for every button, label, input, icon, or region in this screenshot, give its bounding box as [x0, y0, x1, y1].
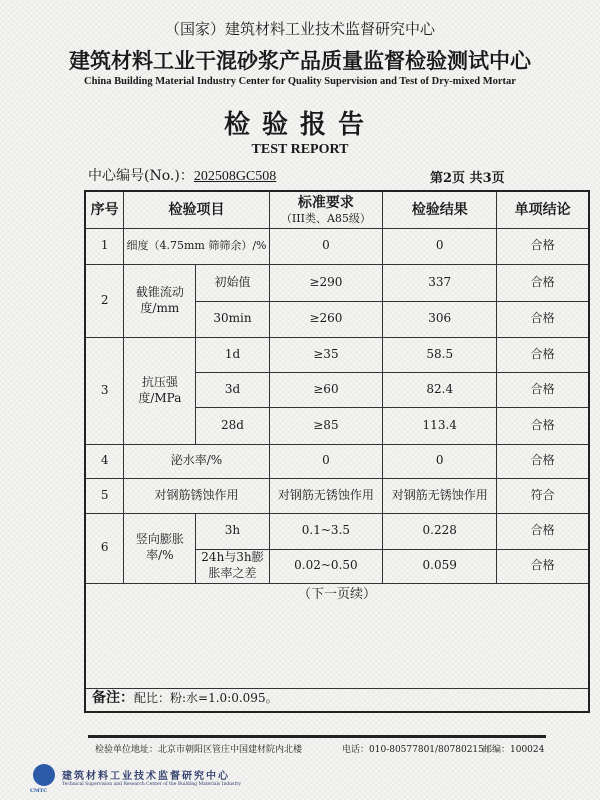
table-row — [85, 444, 589, 478]
center-name-en: China Building Material Industry Center for Quality Supervision and Test of Dry-mixed Mortar — [84, 76, 516, 87]
item: 抗压强度/MPa — [124, 337, 196, 444]
result: 113.4 — [383, 407, 497, 444]
remark-row — [85, 688, 589, 712]
sub-item: 1d — [196, 337, 269, 372]
result: 82.4 — [383, 372, 497, 407]
std: 0 — [269, 444, 383, 478]
report-title: 检验报告 — [223, 110, 376, 140]
footer-address: 检验单位地址：北京市朝阳区管庄中国建材院内北楼 — [95, 745, 303, 755]
std: 对钢筋无锈蚀作用 — [269, 478, 383, 513]
conclusion: 合格 — [497, 549, 589, 583]
org-logo-text: CMTC — [30, 788, 48, 794]
conclusion: 合格 — [497, 513, 589, 549]
table-row — [85, 478, 589, 513]
report-title-en: TEST REPORT — [251, 142, 349, 157]
header-result: 检验结果 — [383, 191, 497, 228]
std: 0.1~3.5 — [269, 513, 383, 549]
center-name: 建筑材料工业干混砂浆产品质量监督检验测试中心 — [69, 49, 531, 73]
header-item: 检验项目 — [124, 191, 269, 228]
remark-text: 配比：粉:水=1.0:0.095。 — [134, 690, 278, 705]
footer-zip: 邮编：100024 — [483, 745, 545, 755]
conclusion: 合格 — [497, 264, 589, 301]
result: 0.059 — [383, 549, 497, 583]
header-conclusion: 单项结论 — [497, 191, 589, 228]
report-number-value: 202508GC508 — [193, 169, 277, 184]
std: ≥260 — [269, 301, 383, 337]
page-indicator: 第2页 共3页 — [430, 171, 505, 186]
sub-item: 3d — [196, 372, 269, 407]
std: ≥85 — [269, 407, 383, 444]
result: 0 — [383, 444, 497, 478]
continued-note: （下一页续） — [85, 583, 589, 688]
std: 0 — [269, 228, 383, 264]
result: 58.5 — [383, 337, 497, 372]
item: 泌水率/% — [124, 444, 269, 478]
seq: 1 — [85, 228, 124, 264]
table-header — [85, 191, 589, 228]
conclusion: 合格 — [497, 337, 589, 372]
header-std-label: 标准要求 — [297, 194, 354, 211]
footer-divider — [88, 735, 546, 738]
std: ≥35 — [269, 337, 383, 372]
table-row — [85, 337, 589, 372]
std: 0.02~0.50 — [269, 549, 383, 583]
institute-name: （国家）建筑材料工业技术监督研究中心 — [164, 20, 435, 38]
footer-org-en: Technical Supervision and Research Center of the Building Materials Industry — [62, 782, 241, 787]
seq: 3 — [85, 337, 124, 444]
item: 对钢筋锈蚀作用 — [124, 478, 269, 513]
sub-item: 28d — [196, 407, 269, 444]
seq: 6 — [85, 513, 124, 583]
header-std — [269, 191, 383, 228]
sub-item: 初始值 — [196, 264, 269, 301]
org-logo-icon — [33, 764, 55, 786]
result: 0.228 — [383, 513, 497, 549]
conclusion: 合格 — [497, 372, 589, 407]
table-row — [85, 513, 589, 549]
result: 0 — [383, 228, 497, 264]
remark-label: 备注： — [92, 689, 134, 706]
sub-item: 30min — [196, 301, 269, 337]
table-row — [85, 228, 589, 264]
conclusion: 合格 — [497, 444, 589, 478]
seq: 5 — [85, 478, 124, 513]
results-table — [84, 190, 590, 713]
table-row — [85, 264, 589, 301]
report-number — [88, 165, 276, 185]
report-number-label: 中心编号(No.)： — [88, 168, 194, 184]
conclusion: 合格 — [497, 407, 589, 444]
conclusion: 合格 — [497, 228, 589, 264]
result: 306 — [383, 301, 497, 337]
item: 截锥流动度/mm — [124, 264, 196, 337]
result: 337 — [383, 264, 497, 301]
item: 竖向膨胀率/% — [124, 513, 196, 583]
footer-tel: 电话：010-80577801/80780215 — [342, 745, 484, 755]
seq: 2 — [85, 264, 124, 337]
seq: 4 — [85, 444, 124, 478]
result: 对钢筋无锈蚀作用 — [383, 478, 497, 513]
footer-org: 建筑材料工业技术监督研究中心 — [62, 771, 230, 782]
item: 细度（4.75mm 筛筛余）/% — [124, 228, 269, 264]
continued-row — [85, 583, 589, 688]
conclusion: 合格 — [497, 301, 589, 337]
conclusion: 符合 — [497, 478, 589, 513]
std: ≥290 — [269, 264, 383, 301]
header-seq: 序号 — [85, 191, 124, 228]
sub-item: 3h — [196, 513, 269, 549]
header-std-sub: （III类、A85级） — [280, 211, 371, 225]
sub-item: 24h与3h膨胀率之差 — [196, 549, 269, 583]
std: ≥60 — [269, 372, 383, 407]
